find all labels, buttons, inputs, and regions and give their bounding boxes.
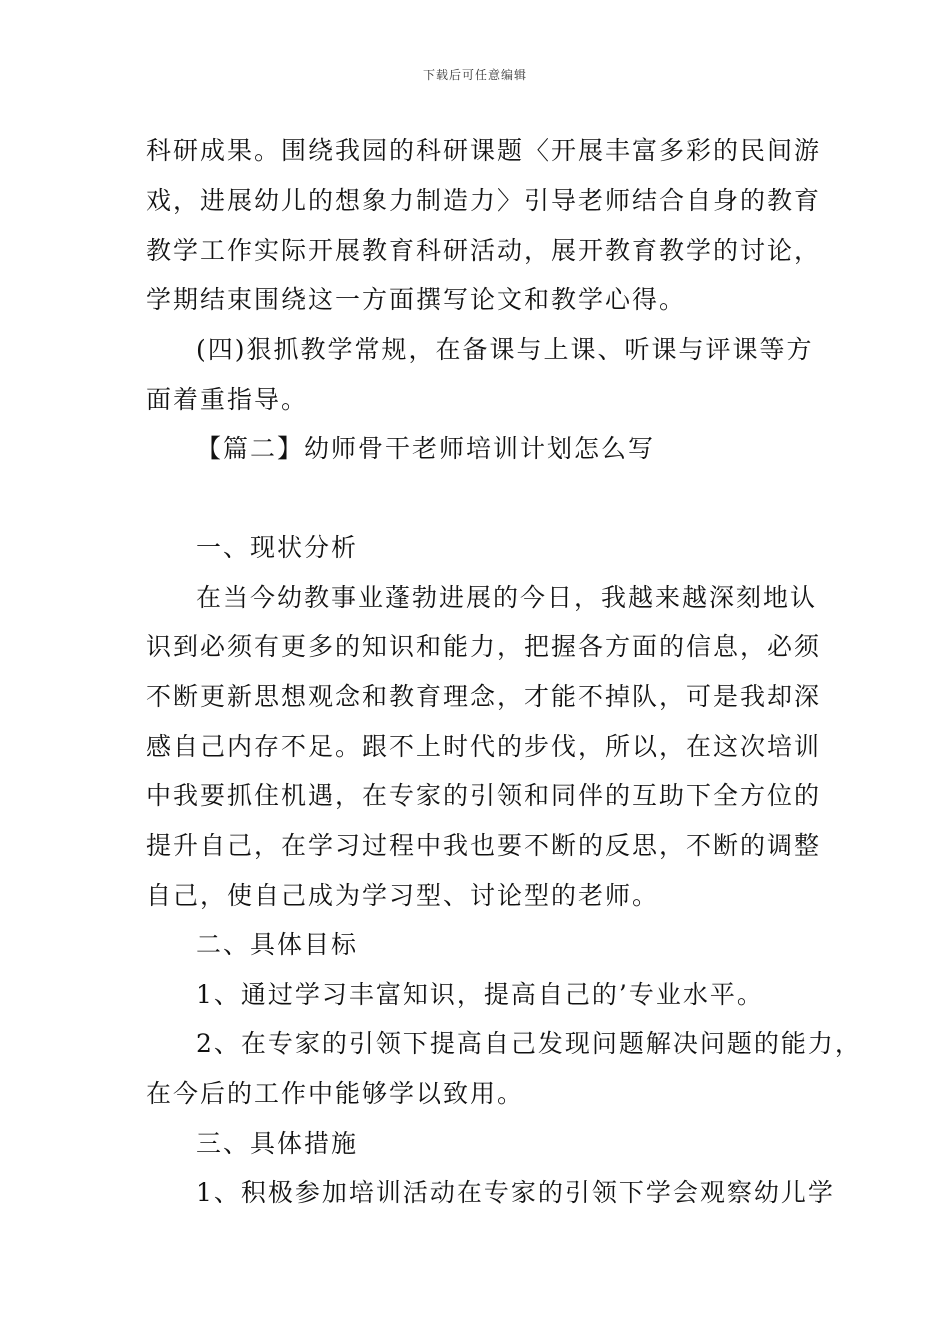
paragraph-line: 1、积极参加培训活动在专家的引领下学会观察幼儿学 [196, 1178, 835, 1207]
paragraph-line: 在当今幼教事业蓬勃进展的今日，我越来越深刻地认 [196, 583, 818, 612]
paragraph-line: 科研成果。围绕我园的科研课题〈开展丰富多彩的民间游 [146, 136, 822, 165]
section-heading: 【篇二】幼师骨干老师培训计划怎么写 [196, 434, 656, 463]
paragraph-line: 不断更新思想观念和教育理念，才能不掉队，可是我却深 [146, 682, 822, 711]
paragraph-line: 自己，使自己成为学习型、讨论型的老师。 [146, 881, 660, 910]
page-header: 下载后可任意编辑 [422, 68, 527, 82]
section-heading: 一、现状分析 [196, 533, 359, 562]
section-heading: 三、具体措施 [196, 1129, 359, 1158]
paragraph-line: 学期结束围绕这一方面撰写论文和教学心得。 [146, 285, 687, 314]
paragraph-line: 2、在专家的引领下提高自己发现问题解决问题的能力， [196, 1029, 862, 1058]
paragraph-line: 教学工作实际开展教育科研活动，展开教育教学的讨论， [146, 236, 822, 265]
paragraph-line: 提升自己，在学习过程中我也要不断的反思，不断的调整 [146, 831, 822, 860]
paragraph-line: 戏，进展幼儿的想象力制造力〉引导老师结合自身的教育 [146, 186, 822, 215]
section-heading: 二、具体目标 [196, 930, 359, 959]
paragraph-line: 在今后的工作中能够学以致用。 [146, 1079, 525, 1108]
paragraph-line: 面着重指导。 [146, 385, 309, 414]
paragraph-line: (四)狠抓教学常规，在备课与上课、听课与评课等方 [196, 335, 814, 364]
paragraph-line: 识到必须有更多的知识和能力，把握各方面的信息，必须 [146, 632, 822, 661]
paragraph-line: 感自己内存不足。跟不上时代的步伐，所以，在这次培训 [146, 732, 822, 761]
paragraph-line: 1、通过学习丰富知识，提高自己的’专业水平。 [196, 980, 764, 1009]
paragraph-line: 中我要抓住机遇，在专家的引领和同伴的互助下全方位的 [146, 781, 822, 810]
